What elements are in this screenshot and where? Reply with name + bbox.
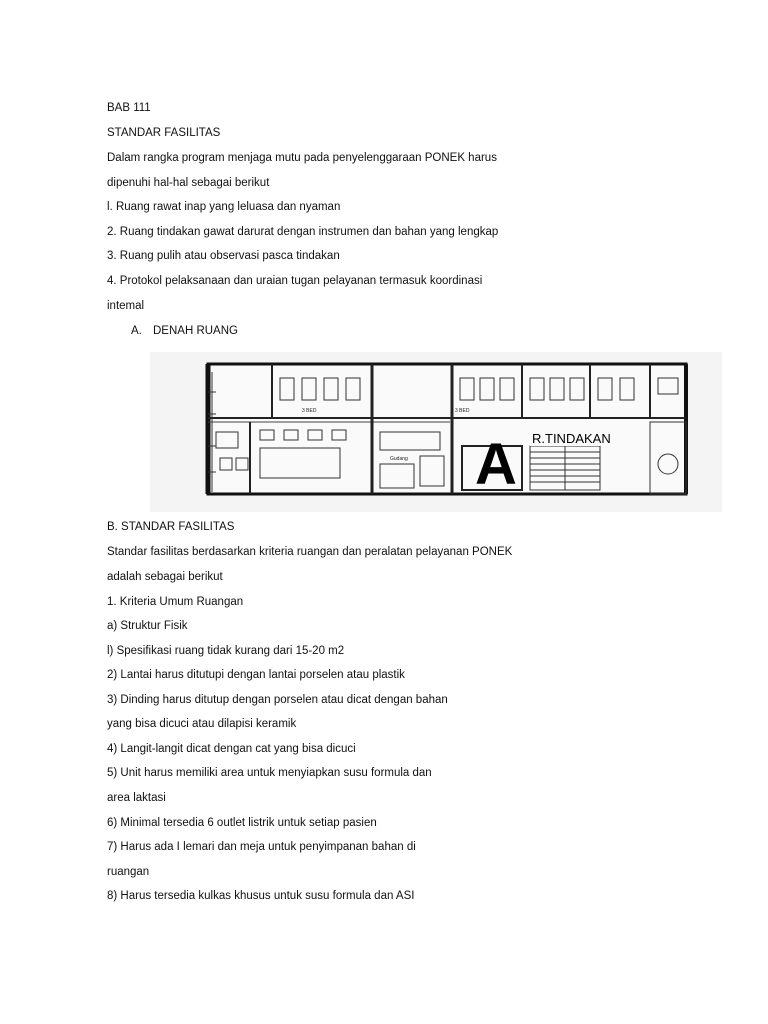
list-item: yang bisa dicuci atau dilapisi keramik bbox=[107, 718, 297, 730]
intro-line: Dalam rangka program menjaga mutu pada penyelenggaraan PONEK harus bbox=[107, 152, 497, 164]
list-item: l) Spesifikasi ruang tidak kurang dari 15-20 m2 bbox=[107, 645, 345, 657]
list-item: 5) Unit harus memiliki area untuk menyiapkan susu formula dan bbox=[107, 767, 432, 779]
floor-plan-image bbox=[150, 352, 722, 512]
subsection-label: A. bbox=[131, 325, 142, 337]
list-item: 4. Protokol pelaksanaan dan uraian tugan pelayanan termasuk koordinasi bbox=[107, 275, 483, 287]
list-item: 2) Lantai harus ditutupi dengan lantai porselen atau plastik bbox=[107, 669, 405, 681]
plan-label-bed: 3 BED bbox=[455, 408, 470, 414]
list-item: area laktasi bbox=[107, 792, 166, 804]
plan-big-letter: A bbox=[475, 432, 517, 497]
section-title: STANDAR FASILITAS bbox=[107, 127, 221, 139]
intro-line: dipenuhi hal-hal sebagai berikut bbox=[107, 177, 270, 189]
list-item: 2. Ruang tindakan gawat darurat dengan instrumen dan bahan yang lengkap bbox=[107, 226, 499, 238]
plan-label-gudang: Gudang bbox=[390, 456, 408, 462]
list-item: 3) Dinding harus ditutup dengan porselen atau dicat dengan bahan bbox=[107, 694, 448, 706]
subsection-heading: a) Struktur Fisik bbox=[107, 620, 188, 632]
list-item: 8) Harus tersedia kulkas khusus untuk susu formula dan ASI bbox=[107, 890, 415, 902]
list-item: ruangan bbox=[107, 866, 150, 878]
plan-label-bed: 3 BED bbox=[302, 408, 317, 414]
list-item: 7) Harus ada I lemari dan meja untuk penyimpanan bahan di bbox=[107, 841, 416, 853]
chapter-heading: BAB 111 bbox=[107, 102, 151, 114]
list-item: 3. Ruang pulih atau observasi pasca tindakan bbox=[107, 250, 340, 262]
intro-line: adalah sebagai berikut bbox=[107, 571, 223, 583]
subsection-heading: 1. Kriteria Umum Ruangan bbox=[107, 596, 244, 608]
subsection-heading bbox=[131, 324, 238, 338]
floor-plan-drawing bbox=[150, 352, 722, 512]
intro-line: Standar fasilitas berdasarkan kriteria ruangan dan peralatan pelayanan PONEK bbox=[107, 546, 513, 558]
subsection-title: DENAH RUANG bbox=[153, 325, 238, 337]
plan-room-tindakan: R.TINDAKAN bbox=[532, 431, 611, 446]
list-item: intemal bbox=[107, 300, 145, 312]
list-item: l. Ruang rawat inap yang leluasa dan nyaman bbox=[107, 201, 341, 213]
list-item: 4) Langit-langit dicat dengan cat yang bisa dicuci bbox=[107, 743, 356, 755]
section-title: B. STANDAR FASILITAS bbox=[107, 521, 235, 533]
list-item: 6) Minimal tersedia 6 outlet listrik untuk setiap pasien bbox=[107, 817, 377, 829]
